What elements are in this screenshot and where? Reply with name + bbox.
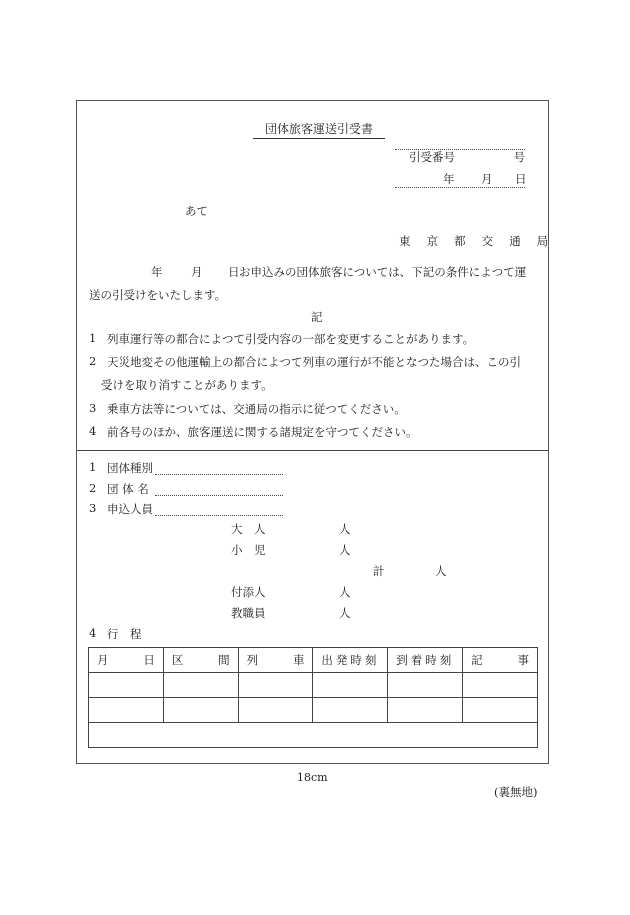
- table-header-row: [89, 648, 538, 673]
- header-train: 列 車: [238, 648, 313, 673]
- condition-number: 4: [89, 424, 97, 438]
- field-number: 3: [89, 501, 97, 515]
- itinerary-table: [88, 647, 538, 748]
- table-cell[interactable]: [163, 698, 238, 723]
- field-label: 団 体 名: [107, 482, 149, 496]
- count-label: 教職員: [231, 606, 266, 620]
- condition-text: 前各号のほか、旅客運送に関する諸規定を守つてください。: [107, 425, 418, 439]
- table-cell-merged[interactable]: [89, 723, 538, 748]
- table-cell[interactable]: [238, 673, 313, 698]
- table-cell[interactable]: [238, 698, 313, 723]
- count-label: 小 児: [231, 543, 266, 557]
- table-row: [89, 698, 538, 723]
- reference-number-suffix: 号: [513, 150, 525, 164]
- body-line-1: [151, 264, 551, 280]
- table-cell[interactable]: [388, 673, 463, 698]
- header-arrival-time: 到着時刻: [388, 648, 463, 673]
- count-label: 大 人: [231, 522, 266, 536]
- ki-heading: 記: [311, 310, 323, 324]
- footer-note: (裏無地): [494, 785, 538, 799]
- issue-date-line[interactable]: [395, 171, 525, 188]
- size-note: 18cm: [297, 771, 328, 784]
- group-name-input[interactable]: [155, 481, 283, 496]
- field-label: 申込人員: [107, 502, 153, 516]
- issuer-name: 東 京 都 交 通 局: [399, 234, 555, 248]
- table-cell[interactable]: [313, 698, 388, 723]
- body-line-1-text: お申込みの団体旅客については、下記の条件によつて運: [239, 265, 527, 279]
- body-month-unit: 月: [191, 265, 203, 279]
- condition-text: 天災地変その他運輸上の都合によつて列車の運行が不能となつた場合は、この引: [107, 355, 521, 369]
- count-unit: 人: [339, 522, 351, 536]
- header-month-day: 月 日: [89, 648, 164, 673]
- table-row: [89, 723, 538, 748]
- table-cell[interactable]: [463, 673, 538, 698]
- table-cell[interactable]: [388, 698, 463, 723]
- field-number: 2: [89, 481, 97, 495]
- header-remarks: 記 事: [463, 648, 538, 673]
- condition-number: 2: [89, 354, 97, 368]
- table-cell[interactable]: [89, 673, 164, 698]
- table-row: [89, 673, 538, 698]
- condition-text: 乗車方法等については、交通局の指示に従つてください。: [107, 402, 406, 416]
- body-line-2: 送の引受けをいたします。: [89, 288, 227, 302]
- issue-date-month: 月: [481, 172, 493, 186]
- condition-number: 3: [89, 401, 97, 415]
- table-cell[interactable]: [313, 673, 388, 698]
- issue-date-year: 年: [443, 172, 455, 186]
- field-label: 行 程: [107, 627, 142, 641]
- reference-number-label: 引受番号: [409, 150, 455, 164]
- section-divider: [77, 450, 548, 451]
- group-type-input[interactable]: [155, 460, 283, 475]
- applicants-input[interactable]: [155, 501, 283, 516]
- count-label: 付添人: [231, 585, 266, 599]
- condition-2-continued: 受けを取り消すことがあります。: [101, 378, 273, 392]
- count-unit: 人: [339, 543, 351, 557]
- field-number: 4: [89, 626, 97, 640]
- count-unit: 人: [339, 585, 351, 599]
- table-cell[interactable]: [89, 698, 164, 723]
- body-day-unit: 日: [228, 265, 240, 279]
- issue-date-day: 日: [515, 172, 527, 186]
- header-section: 区 間: [163, 648, 238, 673]
- table-cell[interactable]: [163, 673, 238, 698]
- table-cell[interactable]: [463, 698, 538, 723]
- condition-number: 1: [89, 331, 97, 345]
- total-label: 計: [373, 564, 385, 578]
- form-frame: [76, 100, 555, 764]
- header-departure-time: 出発時刻: [313, 648, 388, 673]
- reference-number-line[interactable]: [395, 149, 525, 164]
- addressee-suffix: あて: [185, 204, 208, 218]
- condition-text: 列車運行等の都合によつて引受内容の一部を変更することがあります。: [107, 332, 475, 346]
- body-year-unit: 年: [151, 265, 163, 279]
- form-title: 団体旅客運送引受書: [253, 120, 385, 139]
- field-number: 1: [89, 460, 97, 474]
- field-label: 団体種別: [107, 461, 153, 475]
- total-unit: 人: [435, 564, 447, 578]
- count-unit: 人: [339, 606, 351, 620]
